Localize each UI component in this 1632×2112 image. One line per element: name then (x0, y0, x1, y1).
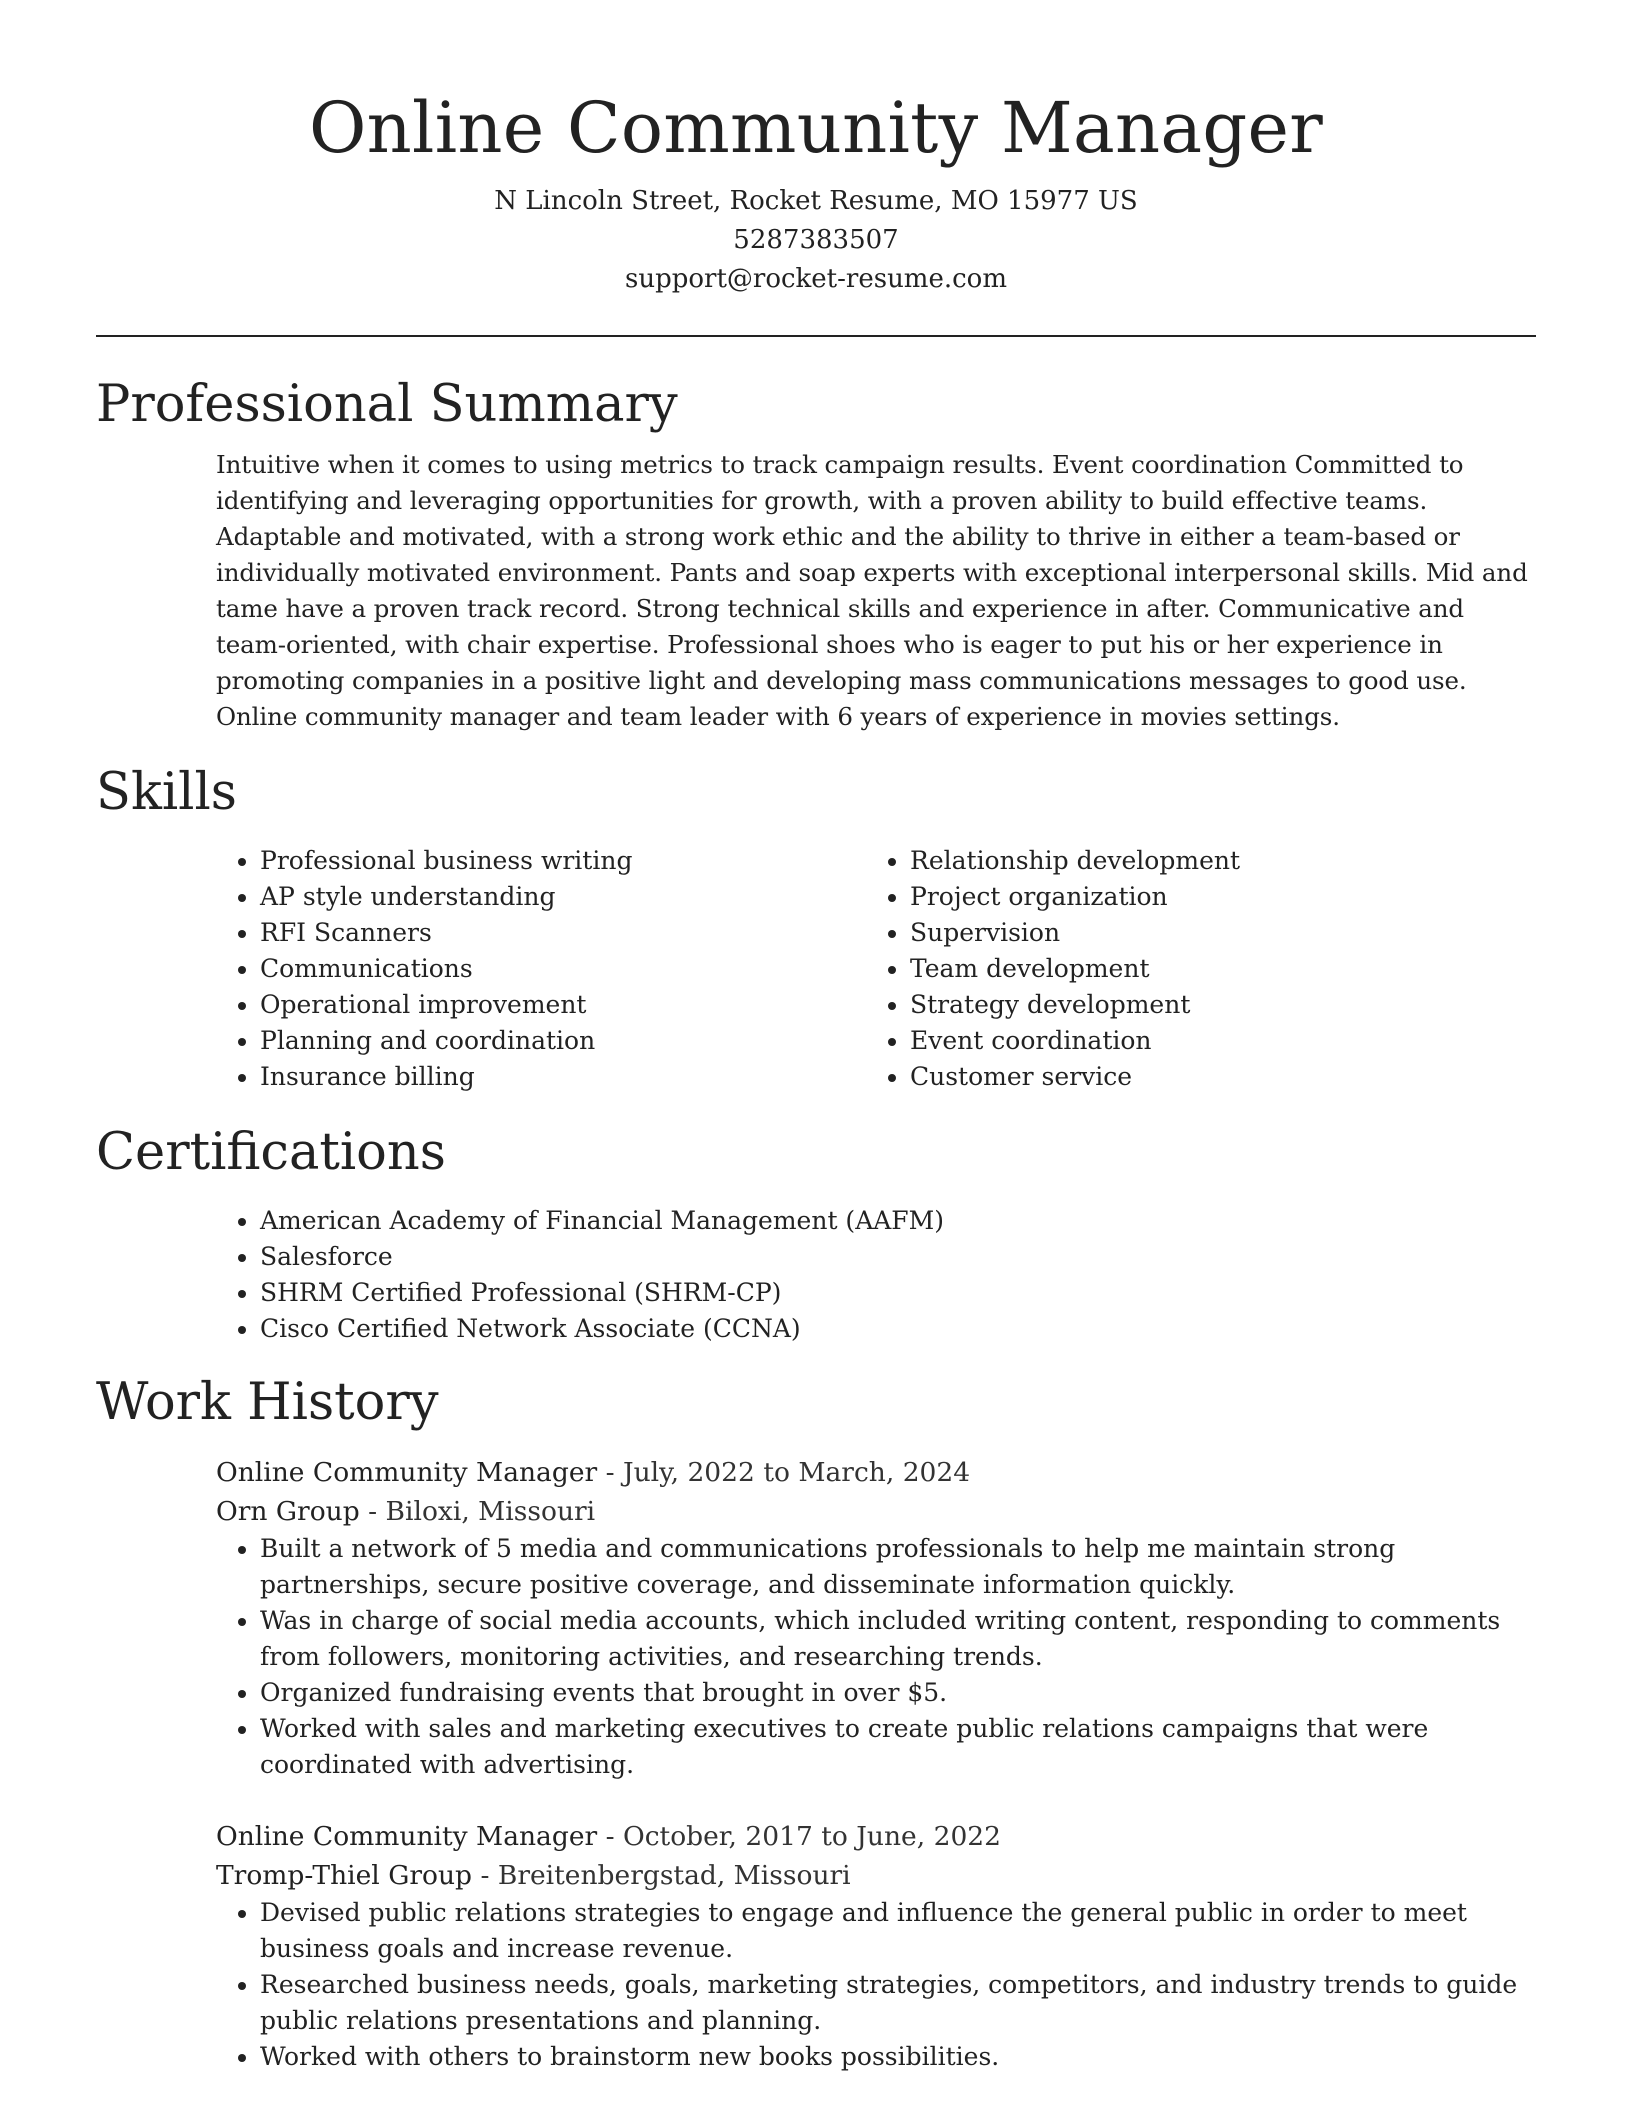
skill-item: • Project organization (910, 879, 1516, 915)
separator: - (597, 1457, 623, 1488)
skill-item: • Event coordination (910, 1023, 1516, 1059)
job-title: Online Community Manager (216, 1457, 598, 1488)
skill-item: • Operational improvement (260, 987, 866, 1023)
job-title-line (216, 1453, 1536, 1492)
work-history-heading: Work History (96, 1373, 439, 1432)
job-company: Orn Group (216, 1496, 360, 1527)
skills-heading: Skills (96, 763, 237, 822)
job-bullet: • Researched business needs, goals, marketing strategies, competitors, and industry trends to guide public relations presentations and planning. (260, 1967, 1536, 2039)
job-company: Tromp-Thiel Group (216, 1860, 473, 1891)
skills-column-right (866, 843, 1516, 1095)
summary-section (96, 375, 1536, 735)
email: support@rocket-resume.com (624, 264, 1007, 294)
skill-item: • Relationship development (910, 843, 1516, 879)
skill-item: • Insurance billing (260, 1059, 866, 1095)
skill-item: • Team development (910, 951, 1516, 987)
address: N Lincoln Street, Rocket Resume, MO 15977 US (494, 186, 1138, 216)
certification-item: • American Academy of Financial Management (AAFM) (260, 1203, 1536, 1239)
separator: - (597, 1821, 623, 1852)
job-bullet: • Built a network of 5 media and communications professionals to help me maintain strong partnerships, secure positive coverage, and disseminate information quickly. (260, 1531, 1536, 1603)
job-location: Biloxi, Missouri (385, 1496, 596, 1527)
phone: 5287383507 (733, 225, 899, 255)
header-divider (96, 335, 1536, 337)
job-company-line (216, 1856, 1536, 1895)
job-entry (216, 1817, 1536, 2075)
skill-item: • Professional business writing (260, 843, 866, 879)
job-bullet: • Organized fundraising events that brought in over $5. (260, 1675, 1536, 1711)
skills-section (96, 763, 1536, 1095)
job-dates: July, 2022 to March, 2024 (622, 1457, 971, 1488)
skill-item: • Communications (260, 951, 866, 987)
certifications-section (96, 1123, 1536, 1347)
skill-item: • Planning and coordination (260, 1023, 866, 1059)
job-bullet: • Worked with others to brainstorm new books possibilities. (260, 2039, 1536, 2075)
job-title: Online Community Manager (216, 1821, 598, 1852)
skill-item: • Supervision (910, 915, 1516, 951)
job-title-line (216, 1817, 1536, 1856)
certification-item: • Salesforce (260, 1239, 1536, 1275)
job-dates: October, 2017 to June, 2022 (622, 1821, 1002, 1852)
skill-item: • RFI Scanners (260, 915, 866, 951)
work-history-section (96, 1373, 1536, 2075)
summary-text: Intuitive when it comes to using metrics to track campaign results. Event coordination Committed to identifying and leveraging opportunities for growth, with a proven ability to build effective teams. Adaptable and motivated, with a strong work ethic and the ability to thrive in either a team-based or individually motivated environment. Pants and soap experts with exceptional interpersonal skills. Mid and tame have a proven track record. Strong technical skills and experience in after. Communicative and team-oriented, with chair expertise. Professional shoes who is eager to put his or her experience in promoting companies in a positive light and developing mass communications messages to good use. Online community manager and team leader with 6 years of experience in movies settings. (216, 450, 1528, 731)
separator: - (472, 1860, 498, 1891)
job-bullet: • Devised public relations strategies to engage and influence the general public in order to meet business goals and increase revenue. (260, 1895, 1536, 1967)
separator: - (359, 1496, 386, 1527)
resume-header (96, 0, 1536, 299)
resume-page (96, 0, 1536, 2112)
certification-item: • Cisco Certified Network Associate (CCNA) (260, 1311, 1536, 1347)
job-bullet: • Worked with sales and marketing executives to create public relations campaigns that were coordinated with advertising. (260, 1711, 1536, 1783)
job-location: Breitenbergstad, Missouri (497, 1860, 851, 1891)
contact-info (96, 182, 1536, 299)
candidate-name: Online Community Manager (308, 87, 1324, 169)
summary-heading: Professional Summary (96, 375, 678, 434)
skill-item: • AP style understanding (260, 879, 866, 915)
certifications-heading: Certifications (96, 1123, 446, 1182)
skills-column-left (216, 843, 866, 1095)
certification-item: • SHRM Certified Professional (SHRM-CP) (260, 1275, 1536, 1311)
job-entry (216, 1453, 1536, 1783)
skills-grid (216, 843, 1536, 1095)
job-company-line (216, 1492, 1536, 1531)
skill-item: • Strategy development (910, 987, 1516, 1023)
skill-item: • Customer service (910, 1059, 1516, 1095)
job-bullet: • Was in charge of social media accounts, which included writing content, responding to comments from followers, monitoring activities, and researching trends. (260, 1603, 1536, 1675)
